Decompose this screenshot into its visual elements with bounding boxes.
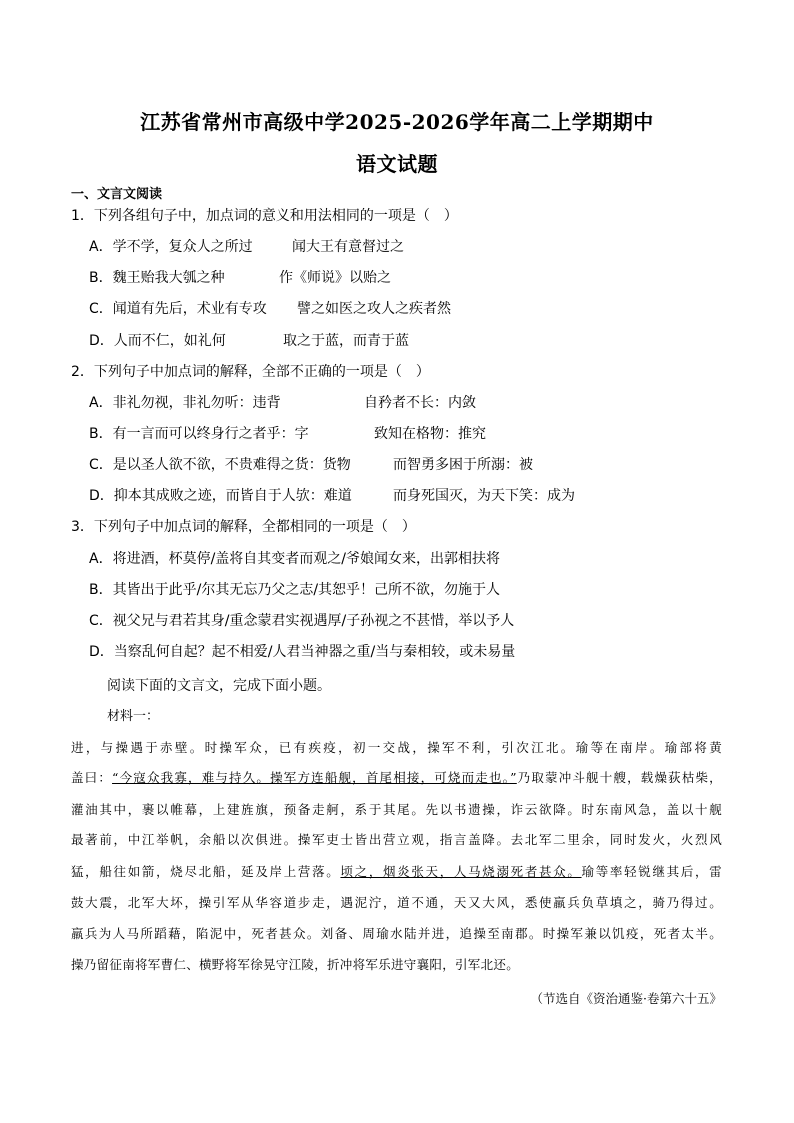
material-label: 材料一： <box>107 709 160 724</box>
exam-title: 江苏省常州市高级中学2025-2026学年高二上学期期中 <box>140 110 654 134</box>
passage-line: 进，与操遇于赤壁。时操军众，已有疾疫，初一交战，操军不利，引次江北。瑜等在南岸。瑜部将黄 <box>71 740 722 755</box>
question-1-option-b: B．魏王贻我大瓠之种 作《师说》以贻之 <box>89 270 391 286</box>
underlined-sentence: 顷之，烟炎张天，人马烧溺死者甚众。 <box>340 864 582 879</box>
question-3-option-d: D．当察乱何自起？起不相爱/人君当神器之重/当与秦相较，或未易量 <box>89 644 516 660</box>
question-2-option-a: A．非礼勿视，非礼勿听：违背 自矜者不长：内敛 <box>89 395 476 411</box>
underlined-quote: “今寇众我寡，难与持久。操军方连船舰，首尾相接，可烧而走也。” <box>112 770 517 785</box>
reading-instruction: 阅读下面的文言文，完成下面小题。 <box>107 678 331 694</box>
passage-line: 盖曰：“今寇众我寡，难与持久。操军方连船舰，首尾相接，可烧而走也。”乃取蒙冲斗舰十艘，载燥荻枯柴， <box>71 770 722 785</box>
question-3-stem: 3．下列句子中加点词的解释，全都相同的一项是（ ） <box>71 519 416 535</box>
question-3-option-b: B．其皆出于此乎/尔其无忘乃父之志/其恕乎！己所不欲，勿施于人 <box>89 582 501 598</box>
question-1-option-a: A．学不学，复众人之所过 闻大王有意督过之 <box>89 239 404 255</box>
passage-line: 鼓大震，北军大坏，操引军从华容道步走，遇泥泞，道不通，天又大风，悉使羸兵负草填之，骑乃得过。 <box>71 895 722 910</box>
passage-line: 猛，船往如箭，烧尽北船，延及岸上营落。顷之，烟炎张天，人马烧溺死者甚众。瑜等率轻锐继其后，雷 <box>71 864 722 879</box>
passage-line: 羸兵为人马所蹈藉，陷泥中，死者甚众。刘备、周瑜水陆并进，追操至南郡。时操军兼以饥疫，死者太半。 <box>71 926 722 941</box>
question-2-option-b: B．有一言而可以终身行之者乎：字 致知在格物：推究 <box>89 426 486 442</box>
question-3-option-a: A．将进酒，杯莫停/盖将自其变者而观之/爷娘闻女来，出郭相扶将 <box>89 551 501 567</box>
exam-subtitle: 语文试题 <box>356 152 438 176</box>
question-2-option-c: C．是以圣人欲不欲，不贵难得之货：货物 而智勇多困于所溺：被 <box>89 457 533 473</box>
section-heading: 一、文言文阅读 <box>71 187 163 202</box>
question-2-option-d: D．抑本其成败之迹，而皆自于人欤：难道 而身死国灭，为天下笑：成为 <box>89 488 575 504</box>
question-1-option-d: D．人而不仁，如礼何 取之于蓝，而青于蓝 <box>89 333 409 349</box>
question-1-option-c: C．闻道有先后，术业有专攻 譬之如医之攻人之疾者然 <box>89 301 451 317</box>
passage-source: （节选自《资治通鉴·卷第六十五》 <box>530 991 722 1006</box>
question-3-option-c: C．视父兄与君若其身/重念蒙君实视遇厚/子孙视之不甚惜，举以予人 <box>89 613 515 629</box>
passage-line: 操乃留征南将军曹仁、横野将军徐晃守江陵，折冲将军乐进守襄阳，引军北还。 <box>71 957 520 972</box>
question-1-stem: 1．下列各组句子中，加点词的意义和用法相同的一项是（ ） <box>71 208 458 224</box>
question-2-stem: 2．下列句子中加点词的解释，全部不正确的一项是（ ） <box>71 364 430 380</box>
passage-line: 最著前，中江举帆，余船以次俱进。操军吏士皆出营立观，指言盖降。去北军二里余，同时发火，火烈风 <box>71 832 722 847</box>
passage-line: 灌油其中，裹以帷幕，上建旌旗，预备走舸，系于其尾。先以书遗操，诈云欲降。时东南风急，盖以十舰 <box>71 802 722 817</box>
